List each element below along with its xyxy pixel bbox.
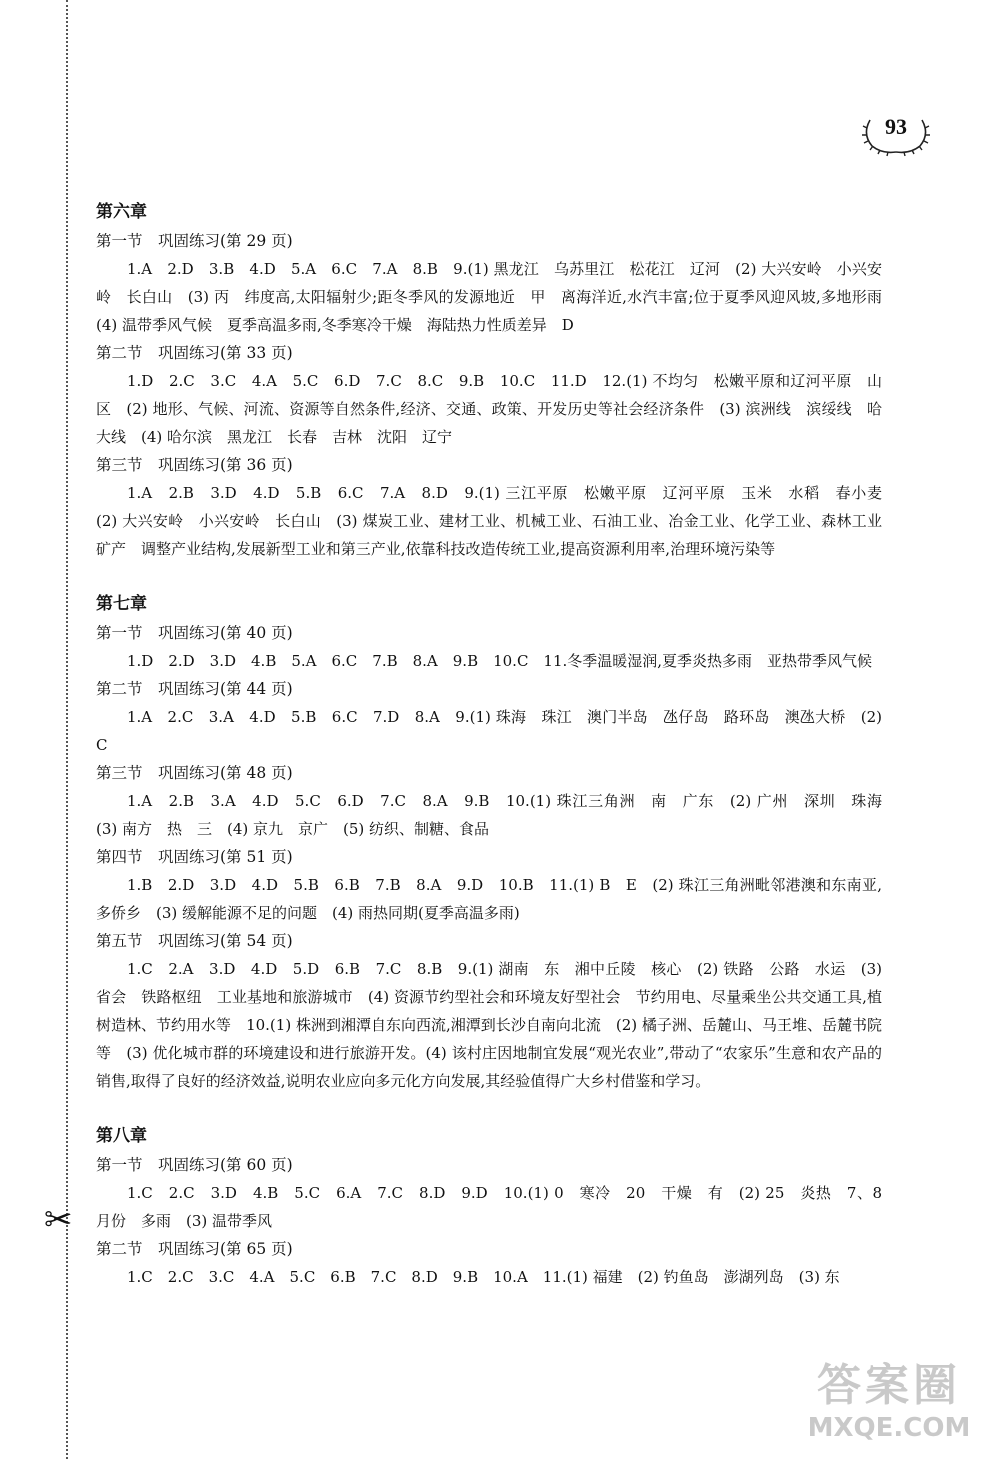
answer-key xyxy=(96,197,898,1291)
section-heading: 第一节 巩固练习(第 60 页) xyxy=(96,1156,293,1174)
section-heading: 第一节 巩固练习(第 40 页) xyxy=(96,624,293,642)
answer-text: 1.D 2.D 3.D 4.B 5.A 6.C 7.B 8.A 9.B 10.C 11.冬季温暖湿润,夏季炎热多雨 亚热带季风气候 xyxy=(127,652,873,670)
section-heading: 第三节 巩固练习(第 48 页) xyxy=(96,764,293,782)
watermark-url: MXQE.COM xyxy=(807,1413,971,1443)
section-heading: 第二节 巩固练习(第 65 页) xyxy=(96,1240,293,1258)
section-heading: 第五节 巩固练习(第 54 页) xyxy=(96,932,293,950)
section-heading: 第二节 巩固练习(第 44 页) xyxy=(96,680,293,698)
answer-text: 1.B 2.D 3.D 4.D 5.B 6.B 7.B 8.A 9.D 10.B 11.(1) B E (2) 珠江三角洲毗邻港澳和东南亚,多侨乡 (3) 缓解能源不足的问题 (4) 雨热同期(夏季高温多雨) xyxy=(96,876,882,922)
chapter-title: 第七章 xyxy=(96,594,147,614)
cut-dotted-line xyxy=(66,0,68,1459)
answer-text: 1.C 2.A 3.D 4.D 5.D 6.B 7.C 8.B 9.(1) 湖南 东 湘中丘陵 核心 (2) 铁路 公路 水运 (3) 省会 铁路枢纽 工业基地和旅游城市 (4) 资源节约型社会和环境友好型社会 节约用电、尽量乘坐公共交通工具,植树造林、节约用水等 10.(1) 株洲到湘潭自东向西流,湘潭到长沙自南向北流 (2) 橘子洲、岳麓山、马王堆、岳麓书院等 (3) 优化城市群的环境建设和进行旅游开发。(4) 该村庄因地制宜发展“观光农业”,带动了“农家乐”生意和农产品的销售,取得了良好的经济效益,说明农业应向多元化方向发展,其经验值得广大乡村借鉴和学习。 xyxy=(96,960,882,1090)
page-number: 93 xyxy=(885,114,907,139)
answer-text: 1.D 2.C 3.C 4.A 5.C 6.D 7.C 8.C 9.B 10.C 11.D 12.(1) 不均匀 松嫩平原和辽河平原 山区 (2) 地形、气候、河流、资源等自然条件,经济、交通、政策、开发历史等社会经济条件 (3) 滨洲线 滨绥线 哈大线 (4) 哈尔滨 黑龙江 长春 吉林 沈阳 辽宁 xyxy=(96,372,882,446)
scissors-icon: ✂ xyxy=(44,1200,73,1240)
page-number-badge xyxy=(858,108,934,160)
answer-text: 1.A 2.D 3.B 4.D 5.A 6.C 7.A 8.B 9.(1) 黑龙江 乌苏里江 松花江 辽河 (2) 大兴安岭 小兴安岭 长白山 (3) 丙 纬度高,太阳辐射少;距冬季风的发源地近 甲 离海洋近,水汽丰富;位于夏季风迎风坡,多地形雨 (4) 温带季风气候 夏季高温多雨,冬季寒冷干燥 海陆热力性质差异 D xyxy=(96,260,898,334)
chapter-title: 第六章 xyxy=(96,202,147,222)
answer-text: 1.C 2.C 3.C 4.A 5.C 6.B 7.C 8.D 9.B 10.A 11.(1) 福建 (2) 钓鱼岛 澎湖列岛 (3) 东 xyxy=(127,1268,840,1286)
answer-text: 1.A 2.B 3.A 4.D 5.C 6.D 7.C 8.A 9.B 10.(1) 珠江三角洲 南 广东 (2) 广州 深圳 珠海 (3) 南方 热 三 (4) 京九 京广 (5) 纺织、制糖、食品 xyxy=(96,792,898,838)
section-heading: 第四节 巩固练习(第 51 页) xyxy=(96,848,293,866)
chapter-title: 第八章 xyxy=(96,1126,147,1146)
site-watermark xyxy=(794,1359,984,1451)
answer-text: 1.C 2.C 3.D 4.B 5.C 6.A 7.C 8.D 9.D 10.(1) 0 寒冷 20 干燥 有 (2) 25 炎热 7、8 月份 多雨 (3) 温带季风 xyxy=(96,1184,882,1230)
section-heading: 第一节 巩固练习(第 29 页) xyxy=(96,232,293,250)
section-heading: 第三节 巩固练习(第 36 页) xyxy=(96,456,293,474)
section-heading: 第二节 巩固练习(第 33 页) xyxy=(96,344,293,362)
answer-text: 1.A 2.C 3.A 4.D 5.B 6.C 7.D 8.A 9.(1) 珠海 珠江 澳门半岛 氹仔岛 路环岛 澳氹大桥 (2) C xyxy=(96,708,882,754)
watermark-logo-text: 答案圈 xyxy=(817,1360,961,1411)
answer-text: 1.A 2.B 3.D 4.D 5.B 6.C 7.A 8.D 9.(1) 三江平原 松嫩平原 辽河平原 玉米 水稻 春小麦 (2) 大兴安岭 小兴安岭 长白山 (3) 煤炭工业、建材工业、机械工业、石油工业、冶金工业、化学工业、森林工业 矿产 调整产业结构,发展新型工业和第三产业,依靠科技改造传统工业,提高资源利用率,治理环境污染等 xyxy=(96,484,898,558)
